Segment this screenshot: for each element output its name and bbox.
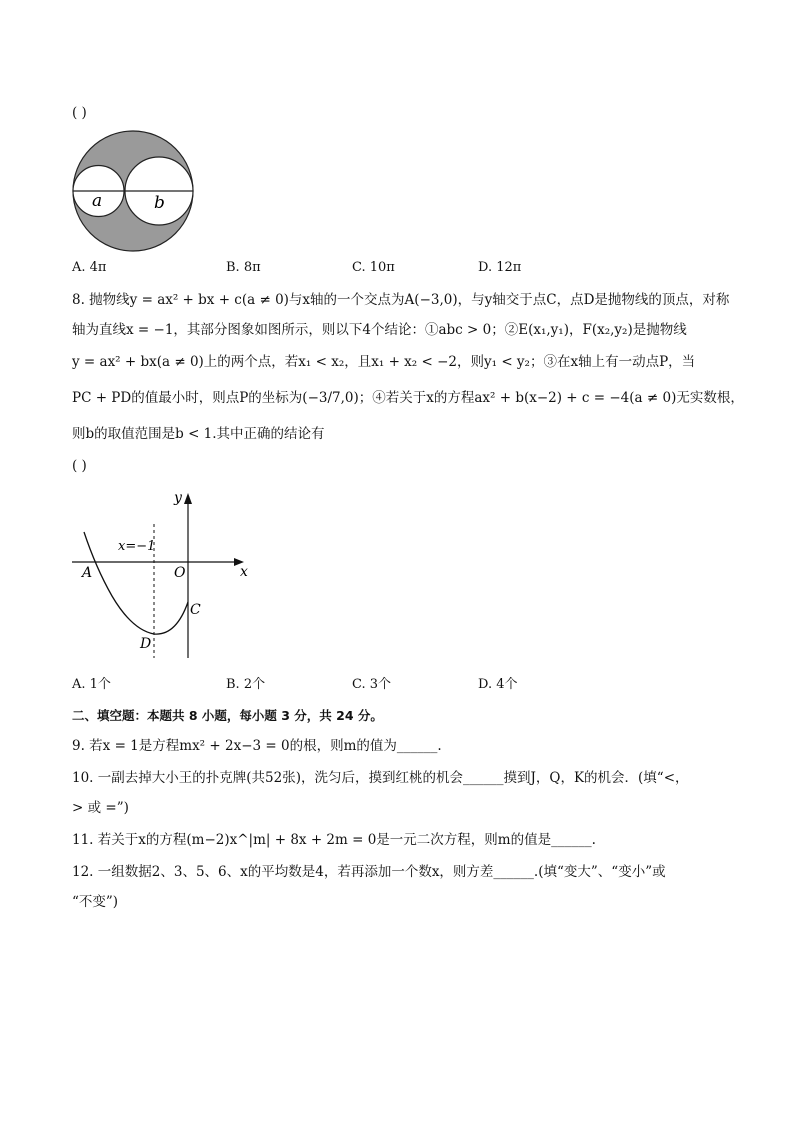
- q10-line-1: 10. 一副去掉大小王的扑克牌(共52张)，洗匀后，摸到红桃的机会______摸到J，Q，K的机会．(填“<，: [72, 770, 689, 786]
- q10-line-2: > 或 =”): [72, 800, 129, 816]
- q8-label-x: x: [240, 564, 248, 580]
- q8-line-1: 8. 抛物线y = ax² + bx + c(a ≠ 0)与x轴的一个交点为A(−3,0)，与y轴交于点C，点D是抛物线的顶点，对称: [72, 292, 730, 308]
- q8-label-d: D: [140, 636, 152, 652]
- q8-option-d[interactable]: D. 4个: [478, 677, 518, 692]
- q8-option-c[interactable]: C. 3个: [352, 677, 392, 692]
- q8-paren: ( ): [72, 458, 87, 474]
- q8-label-axis: x=−1: [118, 539, 156, 554]
- q8-line-3: y = ax² + bx(a ≠ 0)上的两个点，若x₁ < x₂，且x₁ + x₂ < −2，则y₁ < y₂；③在x轴上有一动点P，当: [72, 354, 696, 370]
- q12-line-1: 12. 一组数据2、3、5、6、x的平均数是4，若再添加一个数x，则方差______.(填“变大”、“变小”或: [72, 864, 666, 880]
- q8-label-y: y: [174, 490, 182, 506]
- q7-option-b[interactable]: B. 8π: [226, 260, 261, 275]
- q8-line-4: PC + PD的值最小时，则点P的坐标为(−3/7,0)；④若关于x的方程ax² + b(x−2) + c = −4(a ≠ 0)无实数根，: [72, 390, 744, 406]
- q8-label-c: C: [190, 602, 201, 618]
- section-2-heading: 二、填空题：本题共 8 小题，每小题 3 分，共 24 分。: [72, 708, 383, 723]
- q9-text: 9. 若x = 1是方程mx² + 2x−3 = 0的根，则m的值为______.: [72, 738, 442, 754]
- q7-paren: ( ): [72, 105, 87, 121]
- q8-line-2: 轴为直线x = −1，其部分图象如图所示，则以下4个结论：①abc > 0；②E(x₁,y₁)，F(x₂,y₂)是抛物线: [72, 322, 687, 338]
- q8-label-a: A: [82, 565, 93, 581]
- q8-line-5: 则b的取值范围是b < 1.其中正确的结论有: [72, 426, 325, 442]
- q8-option-a[interactable]: A. 1个: [72, 677, 111, 692]
- q7-option-d[interactable]: D. 12π: [478, 260, 522, 275]
- q7-label-b: b: [154, 193, 165, 213]
- q7-circle-figure: [72, 130, 194, 252]
- q8-parabola-figure: [72, 488, 252, 663]
- q8-option-b[interactable]: B. 2个: [226, 677, 266, 692]
- q7-option-c[interactable]: C. 10π: [352, 260, 395, 275]
- q7-label-a: a: [92, 191, 103, 211]
- q12-line-2: “不变”): [72, 894, 119, 910]
- q7-option-a[interactable]: A. 4π: [72, 260, 107, 275]
- q8-label-o: O: [174, 565, 186, 581]
- q11-text: 11. 若关于x的方程(m−2)x^|m| + 8x + 2m = 0是一元二次方程，则m的值是______.: [72, 832, 596, 848]
